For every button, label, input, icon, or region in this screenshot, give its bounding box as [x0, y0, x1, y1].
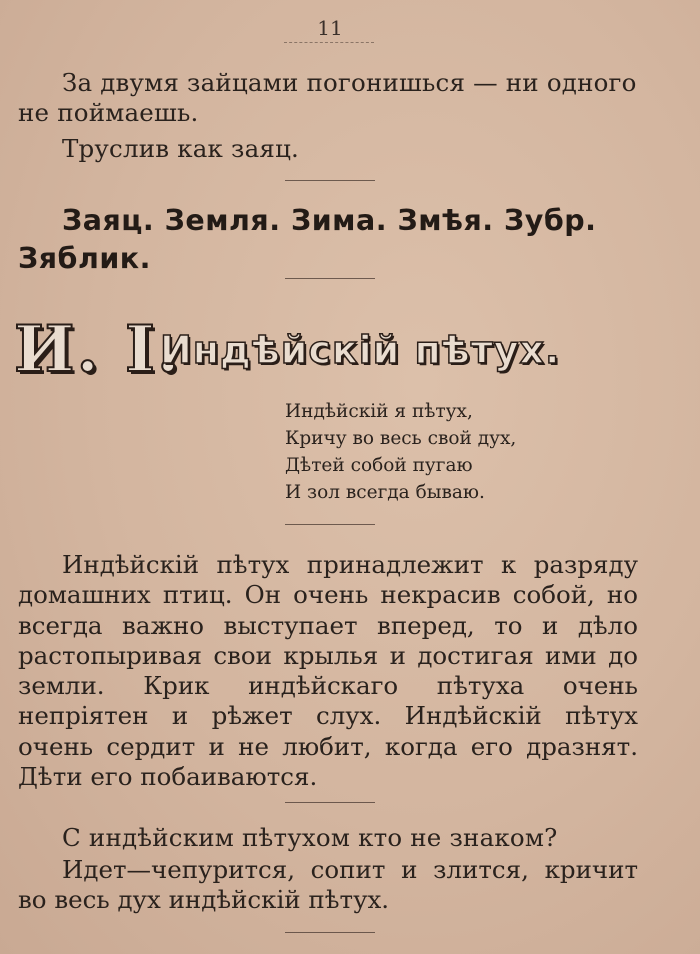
vocabulary-words: Заяц. Земля. Зима. Змѣя. Зубр. Зяблик.: [18, 204, 597, 275]
poem: [285, 398, 516, 506]
riddle-line-1: С индѣйским пѣтухом кто не знаком?: [62, 823, 558, 852]
riddle-line-2: Идет—чепурится, сопит и злится, кричит во весь дух индѣйскій пѣтух.: [18, 855, 638, 915]
poem-line: Индѣйскій я пѣтух,: [285, 401, 473, 422]
proverb-line-2: не поймаешь.: [18, 98, 199, 127]
poem-line: Кричу во весь свой дух,: [285, 428, 517, 449]
divider-rule: [285, 180, 375, 181]
section-letters: И. І.: [14, 312, 182, 387]
divider-rule: [285, 802, 375, 803]
section-title: Индѣйскій пѣтух.: [160, 328, 561, 372]
divider-rule: [285, 278, 375, 279]
divider-rule: [285, 524, 375, 525]
divider-rule: [285, 932, 375, 933]
poem-line: Дѣтей собой пугаю: [285, 455, 473, 476]
proverb-line-1: За двумя зайцами погонишься — ни одного: [62, 68, 637, 97]
page-number-ornament: [284, 42, 374, 49]
proverb-line-3: Труслив как заяц.: [62, 134, 300, 163]
page-number: 11: [317, 16, 343, 40]
main-paragraph: Индѣйскій пѣтух принадлежит к разряду домашних птиц. Он очень некрасив собой, но всегда важно выступает вперед, то и дѣло растопыривая свои крылья и достигая ими до земли. Крик индѣйскаго пѣтуха очень непріятен и рѣжет слух. Индѣйскій пѣтух очень сердит и не любит, когда его дразнят. Дѣти его побаиваются.: [18, 550, 638, 792]
poem-line: И зол всегда бываю.: [285, 482, 485, 503]
